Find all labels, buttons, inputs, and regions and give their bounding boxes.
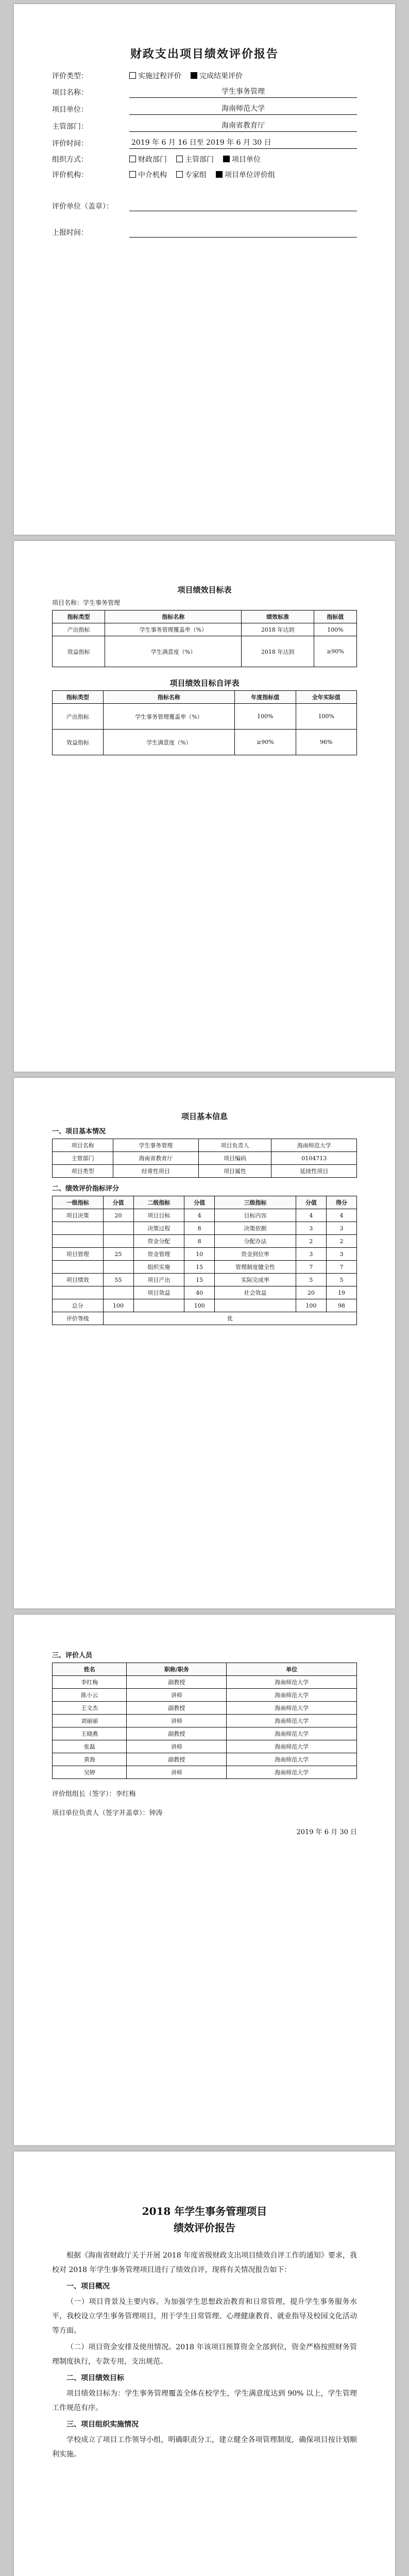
basic-title: 项目基本信息 bbox=[181, 1112, 228, 1121]
table-row: 评价等级 优 bbox=[53, 1312, 357, 1325]
report-heading: 二、项目绩效目标 bbox=[66, 2374, 124, 2382]
report-heading: 三、项目组织实施情况 bbox=[66, 2420, 139, 2429]
experts-section: 三、评价人员 bbox=[52, 1652, 93, 1659]
checkbox-icon bbox=[129, 72, 136, 79]
table-row: 组织实施 15 管理制度健全性 7 7 bbox=[53, 1261, 357, 1274]
basic-section-1: 一、项目基本情况 bbox=[52, 1128, 106, 1136]
goals-title: 项目绩效目标表 bbox=[177, 585, 232, 595]
eval-type-option[interactable]: 完成结果评价 bbox=[191, 71, 243, 81]
table-row: 效益指标 学生满意度（%） ≥90% 96% bbox=[53, 730, 357, 755]
report-heading: 一、项目概况 bbox=[66, 2282, 110, 2291]
checkbox-checked-icon bbox=[191, 72, 197, 79]
goals-page bbox=[14, 541, 395, 1072]
org-option[interactable]: 项目单位评价组 bbox=[216, 170, 275, 180]
report-time-row: 上报时间： bbox=[52, 227, 357, 238]
org-option[interactable]: 专家组 bbox=[176, 170, 207, 180]
project-name-value: 学生事务管理 bbox=[129, 86, 357, 98]
method-option[interactable]: 财政部门 bbox=[129, 154, 167, 164]
table-row: 总分 100 100 100 98 bbox=[53, 1299, 357, 1312]
table-row: 资金分配 8 分配办法 2 2 bbox=[53, 1235, 357, 1248]
dept-row: 主管部门： 海南省教育厅 bbox=[52, 120, 357, 132]
checkbox-icon bbox=[176, 156, 183, 162]
report-page-1: 2018 年学生事务管理项目 绩效评价报告 根据《海南省财政厅关于开展 2018 年度省级财政支出项目绩效自评工作的通知》要求，我校对 2018 年学生事务管理项目进行了绩效自评，现将有关情况报告如下： 一、项目概况 （一）项目背景及主要内容。为加强学生思想政治教育和日常管理，提升学生事务服务水平，我校设立学生事务管理项目，用于学生日常管理、心理健康教育、就业指导及校园文化活动等方面。 （二）项目资金安排及使用情况。2018 年该项目预算资金全部到位，资金严格按照财务管理制度执行，专款专用，支出规范。 二、项目绩效目标 项目绩效目标为：学生事务管理覆盖全体在校学生，学生满意度达到 90% 以上，学生管理工作规范有序。 三、项目组织实施情况 学校成立了项目工作领导小组，明确职责分工，建立健全各项管理制度，确保项目按计划顺利实施。 bbox=[14, 2151, 395, 2576]
table-row: 产出指标 学生事务管理覆盖率（%） 100% 100% bbox=[53, 704, 357, 730]
unit-signature: 项目单位负责人（签字并盖章）：钟涛 bbox=[52, 1809, 163, 1817]
table-row: 项目效益 40 社会效益 20 19 bbox=[53, 1286, 357, 1299]
report-intro: 根据《海南省财政厅关于开展 2018 年度省级财政支出项目绩效自评工作的通知》要求，我校对 2018 年学生事务管理项目进行了绩效自评，现将有关情况报告如下： bbox=[52, 2251, 357, 2274]
table-row: 李红梅 副教授 海南师范大学 bbox=[53, 1676, 357, 1689]
basic-kv-table bbox=[52, 1139, 357, 1178]
report-time-blank bbox=[129, 227, 357, 238]
org-method-row: 组织方式： 财政部门 主管部门 项目单位 bbox=[52, 154, 357, 164]
leader-signature: 评价组组长（签字）：李红梅 bbox=[52, 1790, 136, 1798]
stamp-row: 评价单位（盖章）： bbox=[52, 200, 357, 211]
eval-org-row: 评价机构： 中介机构 专家组 项目单位评价组 bbox=[52, 170, 357, 180]
checkbox-icon bbox=[176, 171, 183, 178]
table-row: 决策过程 8 决策依据 3 3 bbox=[53, 1222, 357, 1235]
project-unit-value: 海南师范大学 bbox=[129, 103, 357, 115]
table-row: 黄海 副教授 海南师范大学 bbox=[53, 1753, 357, 1766]
cover-page bbox=[14, 4, 395, 535]
project-unit-row: 项目单位： 海南师范大学 bbox=[52, 103, 357, 115]
table-row: 项目类型 经常性项目 项目属性 延续性项目 bbox=[53, 1165, 357, 1178]
checkbox-checked-icon bbox=[223, 156, 230, 162]
method-option[interactable]: 项目单位 bbox=[223, 154, 261, 164]
table-row: 王文杰 副教授 海南师范大学 bbox=[53, 1702, 357, 1715]
org-option[interactable]: 中介机构 bbox=[129, 170, 167, 180]
cover-title: 财政支出项目绩效评价报告 bbox=[130, 47, 279, 61]
table-row: 刘丽丽 讲师 海南师范大学 bbox=[53, 1715, 357, 1727]
eval-time-row: 评价时间： 2019 年 6 月 16 日至 2019 年 6 月 30 日 bbox=[52, 137, 357, 149]
eval-type-row: 评价类型： 实施过程评价 完成结果评价 bbox=[52, 71, 357, 81]
table-row: 项目决策 20 项目目标 4 目标内容 4 4 bbox=[53, 1209, 357, 1222]
score-table: 一级指标 分值 二级指标 分值 三级指标 分值 得分 项目决策 20 项目目标 4 目标内容 4 4 决策过程 8 决策依据 3 3 资金分配 8 分配办法 2 2 项目管理 25 资金管理 10 资金到位率 3 3 组织实施 15 管理制度健全性 7 7 项目绩效 55 项目产出 15 实际完成率 5 5 项目效益 40 社会效益 20 19 总分 100 100 100 98 评价等级 优 bbox=[52, 1196, 357, 1325]
report-title: 2018 年学生事务管理项目 绩效评价报告 bbox=[142, 2205, 267, 2234]
table-row: 效益指标 学生满意度（%） 2018 年达到 ≥90% bbox=[53, 636, 357, 667]
table-row: 主管部门 海南省教育厅 项目编码 0104713 bbox=[53, 1152, 357, 1165]
goals-table: 指标类型 指标名称 绩效标准 指标值 产出指标 学生事务管理覆盖率（%） 2018 年达到 100% 效益指标 学生满意度（%） 2018 年达到 ≥90% bbox=[52, 610, 357, 667]
table-row: 陈小云 讲师 海南师范大学 bbox=[53, 1689, 357, 1702]
checkbox-icon bbox=[129, 156, 136, 162]
checkbox-checked-icon bbox=[216, 171, 223, 178]
project-name-row: 项目名称： 学生事务管理 bbox=[52, 86, 357, 98]
selfeval-table: 指标类型 指标名称 年度指标值 全年实际值 产出指标 学生事务管理覆盖率（%） 100% 100% 效益指标 学生满意度（%） ≥90% 96% bbox=[52, 690, 357, 755]
eval-type-option[interactable]: 实施过程评价 bbox=[129, 71, 181, 81]
table-row: 产出指标 学生事务管理覆盖率（%） 2018 年达到 100% bbox=[53, 623, 357, 636]
table-row: 项目管理 25 资金管理 10 资金到位率 3 3 bbox=[53, 1248, 357, 1261]
selfeval-title: 项目绩效目标自评表 bbox=[169, 679, 240, 688]
table-row: 张磊 讲师 海南师范大学 bbox=[53, 1740, 357, 1753]
method-option[interactable]: 主管部门 bbox=[176, 154, 214, 164]
table-row: 项目绩效 55 项目产出 15 实际完成率 5 5 bbox=[53, 1274, 357, 1286]
basic-section-2: 二、绩效评价指标评分 bbox=[52, 1185, 120, 1193]
experts-page bbox=[14, 1615, 395, 2145]
checkbox-icon bbox=[129, 171, 136, 178]
goals-meta: 项目名称：学生事务管理 bbox=[52, 599, 121, 606]
sign-date: 2019 年 6 月 30 日 bbox=[296, 1828, 357, 1836]
table-row: 吴婷 讲师 海南师范大学 bbox=[53, 1766, 357, 1779]
eval-time-value: 2019 年 6 月 16 日至 2019 年 6 月 30 日 bbox=[129, 137, 357, 149]
basic-info-page bbox=[14, 1078, 395, 1608]
experts-table: 姓名 职称/职务 单位 李红梅 副教授 海南师范大学 陈小云 讲师 海南师范大学 王文杰 副教授 海南师范大学 刘丽丽 讲师 海南师范大学 王晓燕 副教授 海南师范大学 张磊 讲师 海南师范大学 黄海 副教授 海南师范大学 吴婷 讲师 海南师范大学 bbox=[52, 1663, 357, 1779]
table-row: 王晓燕 副教授 海南师范大学 bbox=[53, 1727, 357, 1740]
dept-value: 海南省教育厅 bbox=[129, 120, 357, 132]
table-row: 项目名称 学生事务管理 项目负责人 海南师范大学 bbox=[53, 1139, 357, 1152]
stamp-blank bbox=[129, 200, 357, 211]
